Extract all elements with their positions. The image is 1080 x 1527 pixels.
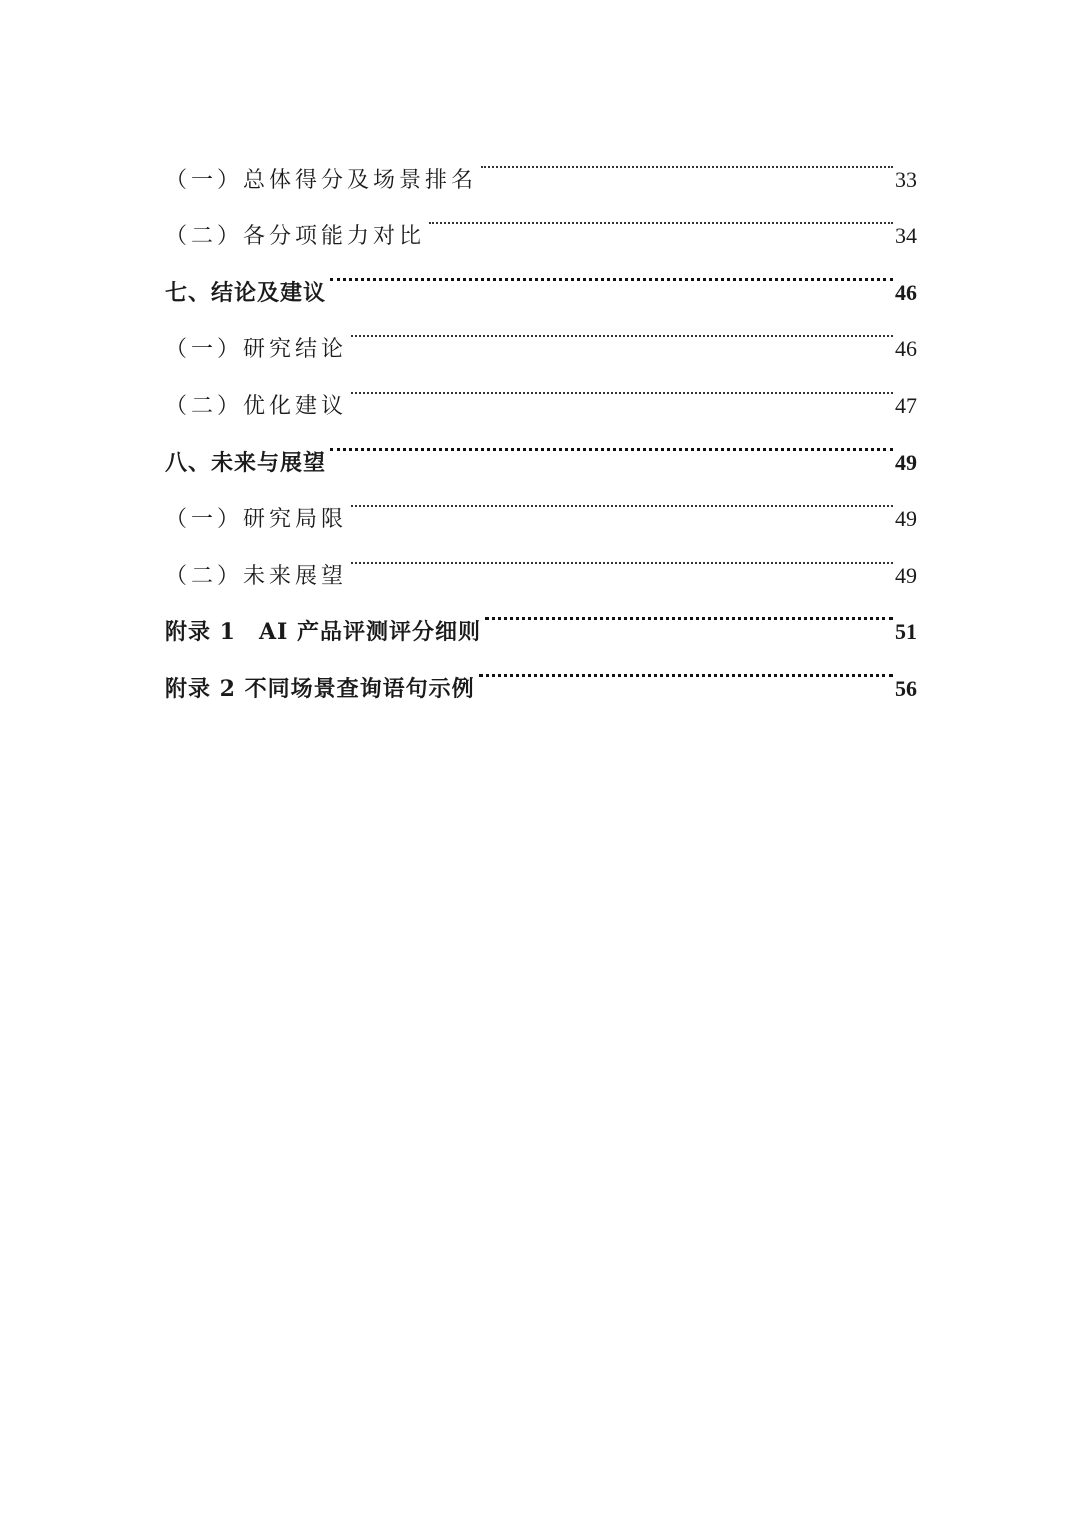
toc-dot-leader (429, 187, 893, 244)
toc-entry-title: （二）未来展望 (165, 563, 348, 589)
toc-entry-title: （二）各分项能力对比 (165, 224, 426, 250)
toc-entry-title: 八、未来与展望 (165, 449, 327, 476)
toc-dot-leader (351, 526, 893, 583)
toc-entry-page: 49 (895, 562, 917, 588)
toc-entry-page: 34 (895, 223, 917, 249)
toc-entry-page: 46 (895, 336, 917, 362)
toc-dot-leader (479, 639, 893, 696)
toc-entry-title: 附录 1 AI 产品评测评分细则 (165, 619, 481, 646)
toc-entry-title: （一）总体得分及场景排名 (165, 167, 478, 193)
toc-entry-page: 49 (895, 506, 917, 532)
toc-entry-page: 47 (895, 392, 917, 418)
toc-entry-page: 33 (895, 166, 917, 192)
table-of-contents (165, 130, 917, 702)
toc-dot-leader (351, 470, 893, 527)
toc-entry-title: （一）研究局限 (165, 507, 348, 533)
toc-entry-title: 七、结论及建议 (165, 279, 327, 306)
toc-dot-leader (330, 413, 893, 470)
toc-dot-leader (481, 130, 893, 187)
toc-entry-page: 49 (895, 449, 917, 475)
toc-entry[interactable] (165, 130, 917, 193)
toc-dot-leader (351, 300, 893, 357)
toc-entry-page: 46 (895, 279, 917, 305)
toc-dot-leader (351, 356, 893, 413)
toc-entry-title: （二）优化建议 (165, 393, 348, 419)
toc-entry-title: 附录 2 不同场景查询语句示例 (165, 675, 475, 702)
toc-dot-leader (330, 243, 893, 300)
toc-entry-page: 51 (895, 619, 917, 645)
toc-dot-leader (485, 583, 893, 640)
toc-entry-page: 56 (895, 675, 917, 701)
toc-entry-title: （一）研究结论 (165, 337, 348, 363)
